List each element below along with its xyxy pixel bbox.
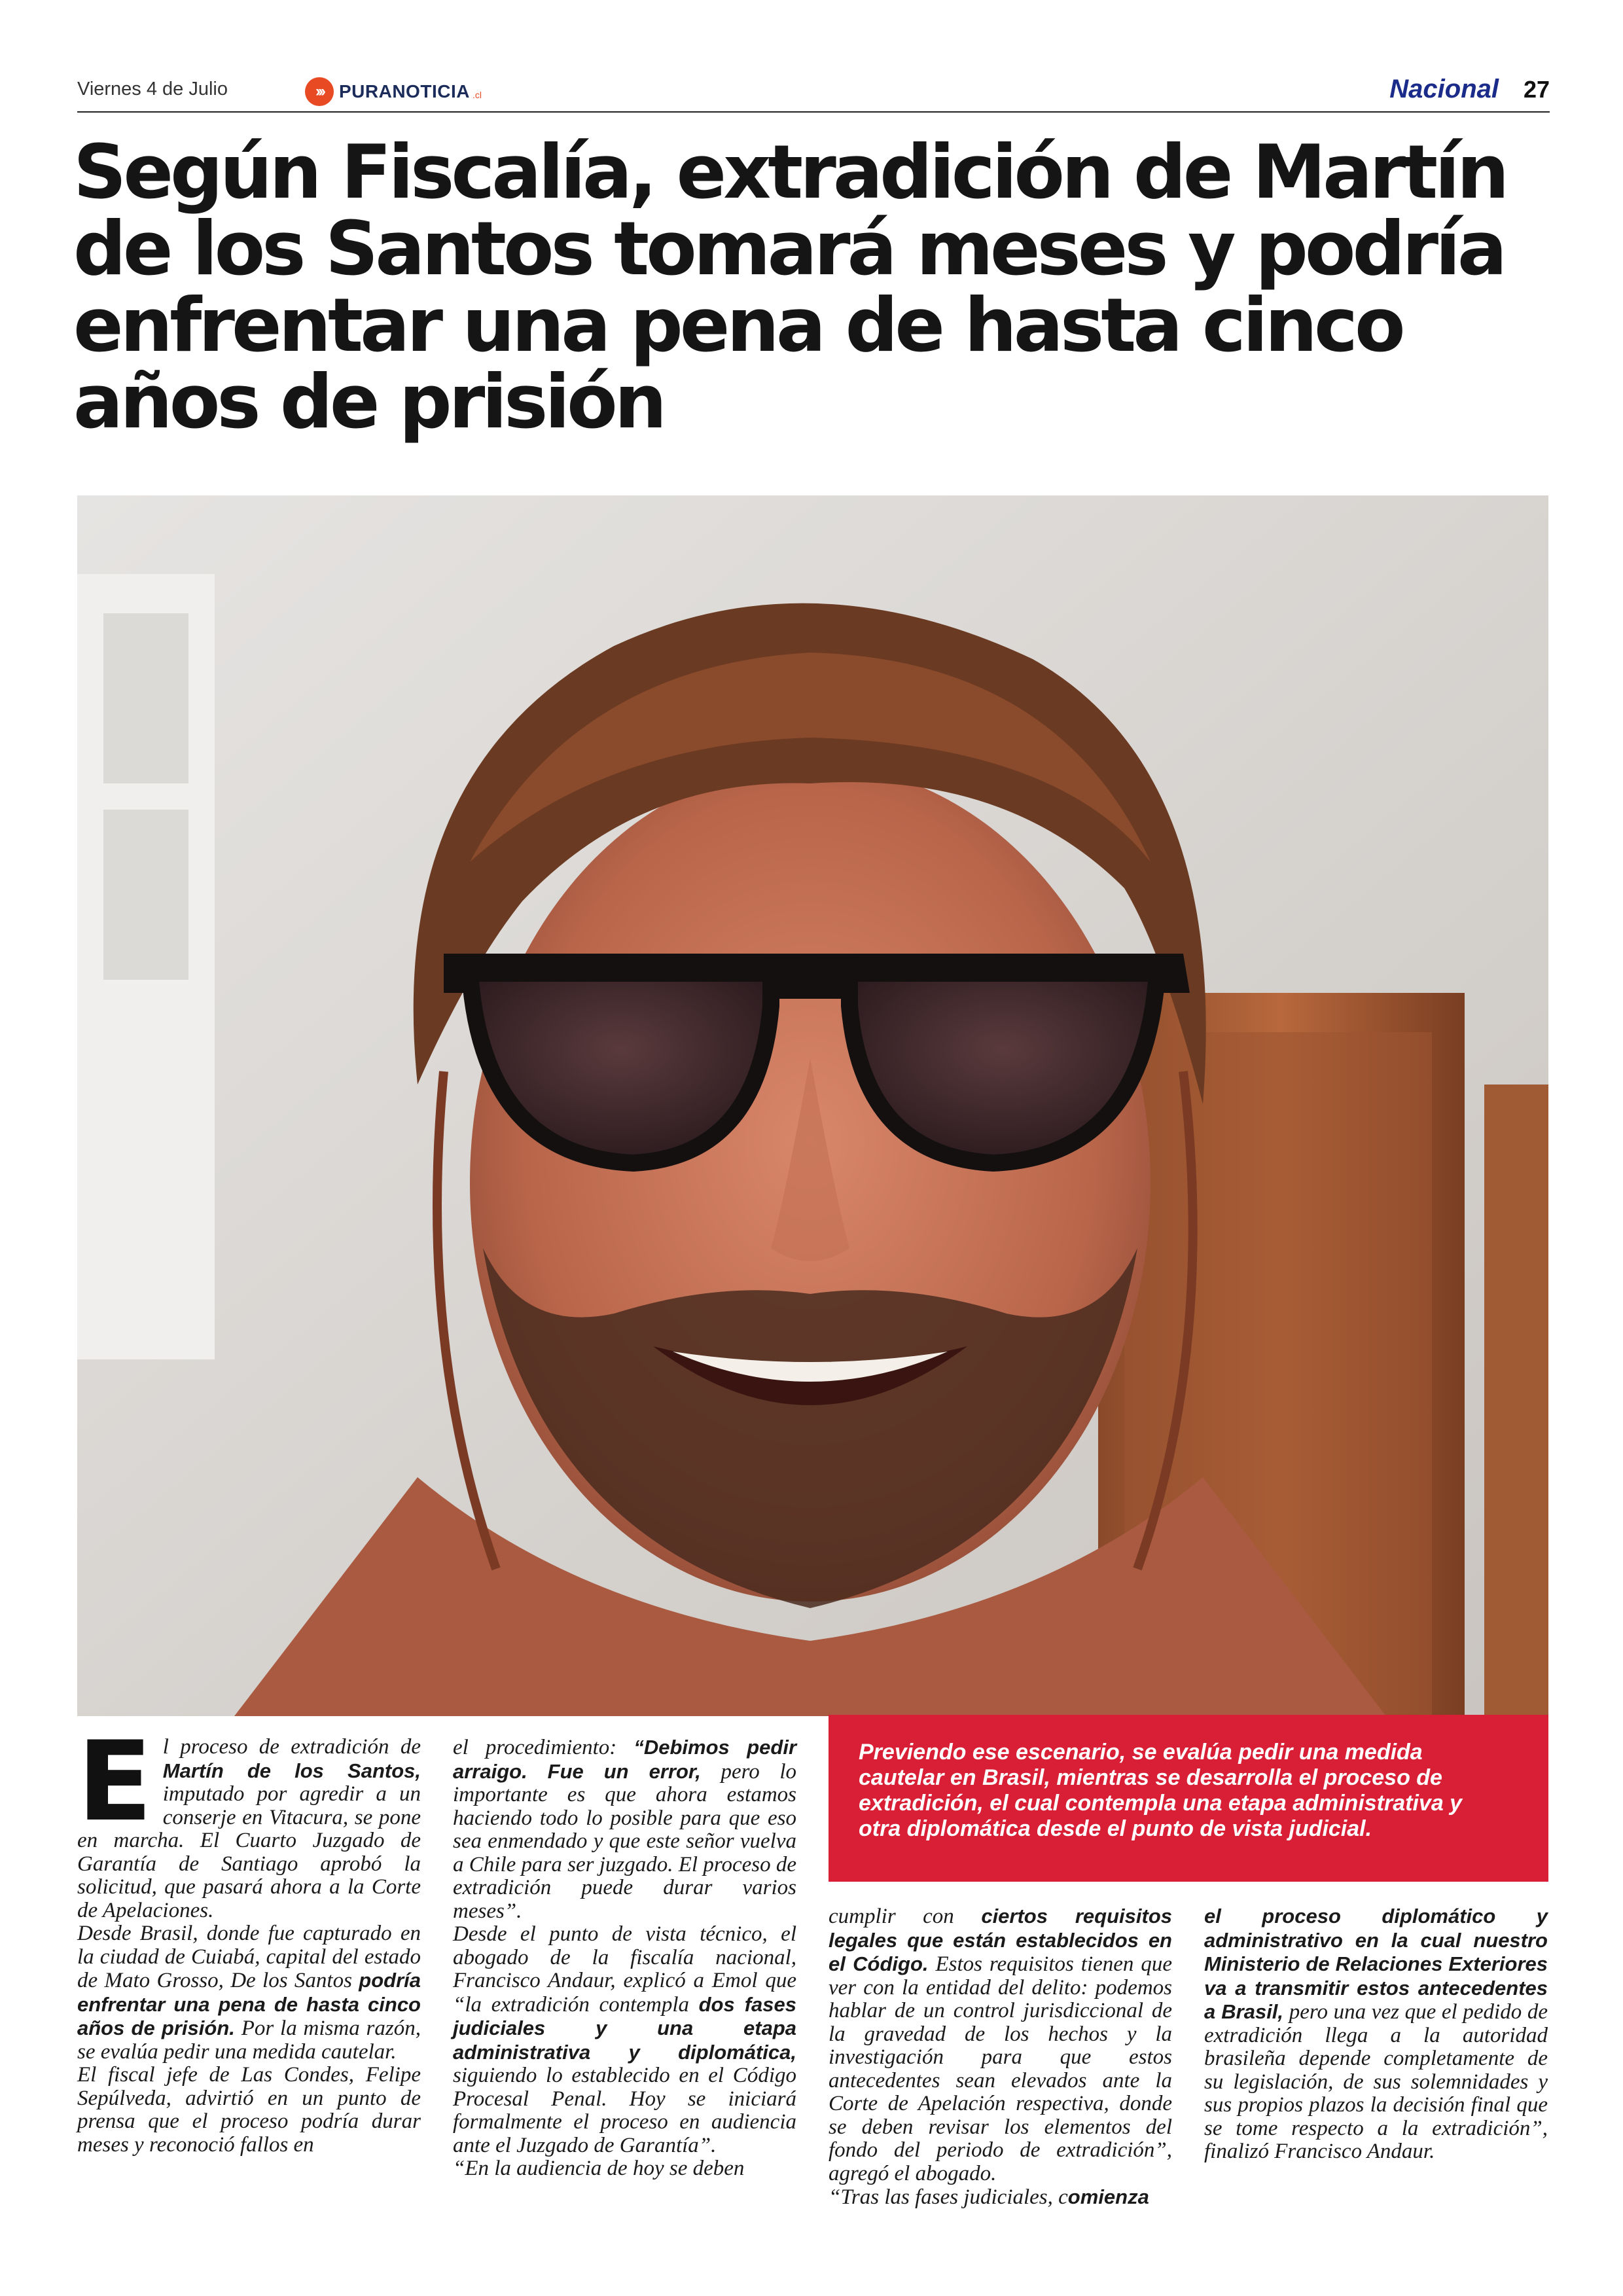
section-name: Nacional (1389, 75, 1499, 103)
publication-logo (305, 77, 482, 106)
text-run: imputado por agredir a un conserje en Vitacura, se pone en marcha. El Cuarto Juzgado de Garantía de Santiago aprobó la solicitud, que pasará ahora a la Corte de Apelaciones. (77, 1782, 421, 1922)
text-run: “Tras las fases judiciales, c (829, 2185, 1068, 2209)
paragraph (77, 1717, 421, 1922)
bold-run: omienza (1067, 2185, 1149, 2208)
text-run: Estos requisitos tienen que ver con la entidad del delito: podemos hablar de un control jurisdiccional de la gravedad de los hechos y la investigación para que estos antecedentes sean elevados ante la Corte de Apelación respectiva, donde se deben revisar los elementos del fondo del periodo de extradición”, agregó el abogado. (829, 1952, 1172, 2185)
paragraph (453, 1923, 796, 2157)
bold-run: podría enfrentar una pena de hasta cinco años de prisión. (77, 1969, 421, 2039)
issue-date: Viernes 4 de Julio (77, 79, 228, 99)
paragraph (77, 1922, 421, 2064)
text-run: pero una vez que el pedido de extradición llega a la autoridad brasileña depende completamente de su legislación, de sus solemnidades y sus propios plazos la decisión final que se tome respecto a la extradición”, finalizó Francisco Andaur. (1204, 2000, 1548, 2163)
pull-quote-text: Previendo ese escenario, se evalúa pedir una medida cautelar en Brasil, mientras se desarrolla el proceso de extradición, el cual contempla una etapa administrativa y otra diplomática desde el punto de vista judicial. (859, 1740, 1463, 1841)
article-headline: Según Fiscalía, extradición de Martín de los Santos tomará meses y podría enfrentar una pena de hasta cinco años de prisión (73, 129, 1507, 445)
bold-run: el proceso diplomático y administrativo en la cual nuestro Ministerio de Relaciones Exteriores va a transmitir estos antecedentes a Brasil, (1204, 1905, 1548, 2023)
text-run: Por la misma razón, se evalúa pedir una medida cautelar. (77, 2017, 421, 2064)
text-run: siguiendo lo establecido en el Código Procesal Penal. Hoy se iniciará formalmente el proceso en audiencia ante el Juzgado de Garantía”. (453, 2064, 796, 2157)
paragraph (829, 2185, 1172, 2210)
paragraph (1204, 1905, 1548, 2164)
bold-run: “Debimos pedir arraigo. Fue un error, (453, 1736, 797, 1783)
paragraph: El fiscal jefe de Las Condes, Felipe Sepúlveda, advirtió en un punto de prensa que el proceso podría durar meses y reconoció fallos en (77, 2063, 421, 2157)
logo-arrows-icon: ››› (305, 77, 334, 106)
article-column-2 (453, 1736, 796, 2181)
bold-run: Martín de los Santos, (162, 1759, 421, 1782)
bold-run: ciertos requisitos legales que están establecidos en el Código. (829, 1905, 1172, 1975)
article-column-1 (77, 1717, 421, 2157)
text-run: pero lo importante es que ahora estamos haciendo todo lo posible para que eso sea enmendado y que este señor vuelva a Chile para ser juzgado. El proceso de extradición puede durar varios meses”. (453, 1759, 796, 1923)
text-run: Desde Brasil, donde fue capturado en la ciudad de Cuiabá, capital del estado de Mato Grosso, De los Santos (77, 1922, 421, 1992)
article-column-3 (829, 1905, 1172, 2210)
paragraph: “En la audiencia de hoy se deben (453, 2157, 745, 2180)
text-run: l proceso de extradición de (162, 1735, 421, 1759)
header-rule (77, 111, 1550, 113)
pull-quote-box (829, 1715, 1548, 1882)
page-number: 27 (1523, 76, 1550, 103)
text-run: el procedimiento: (453, 1736, 634, 1759)
article-photo (77, 495, 1548, 1716)
article-column-4 (1204, 1905, 1548, 2164)
logo-name: PURANOTICIA (339, 81, 470, 101)
logo-suffix: .cl (472, 90, 482, 100)
page-header (77, 73, 1550, 113)
man-with-sunglasses-photo (77, 495, 1548, 1716)
paragraph (453, 1736, 796, 1923)
drop-cap: E (77, 1717, 152, 1846)
text-run: Desde el punto de vista técnico, el abogado de la fiscalía nacional, Francisco Andaur, explicó a Emol que “la extradición contempla (453, 1922, 796, 2017)
paragraph (829, 1905, 1172, 2185)
bold-run: dos fases judiciales y una etapa administrativa y diplomática, (453, 1992, 796, 2064)
text-run: cumplir con (829, 1905, 982, 1928)
